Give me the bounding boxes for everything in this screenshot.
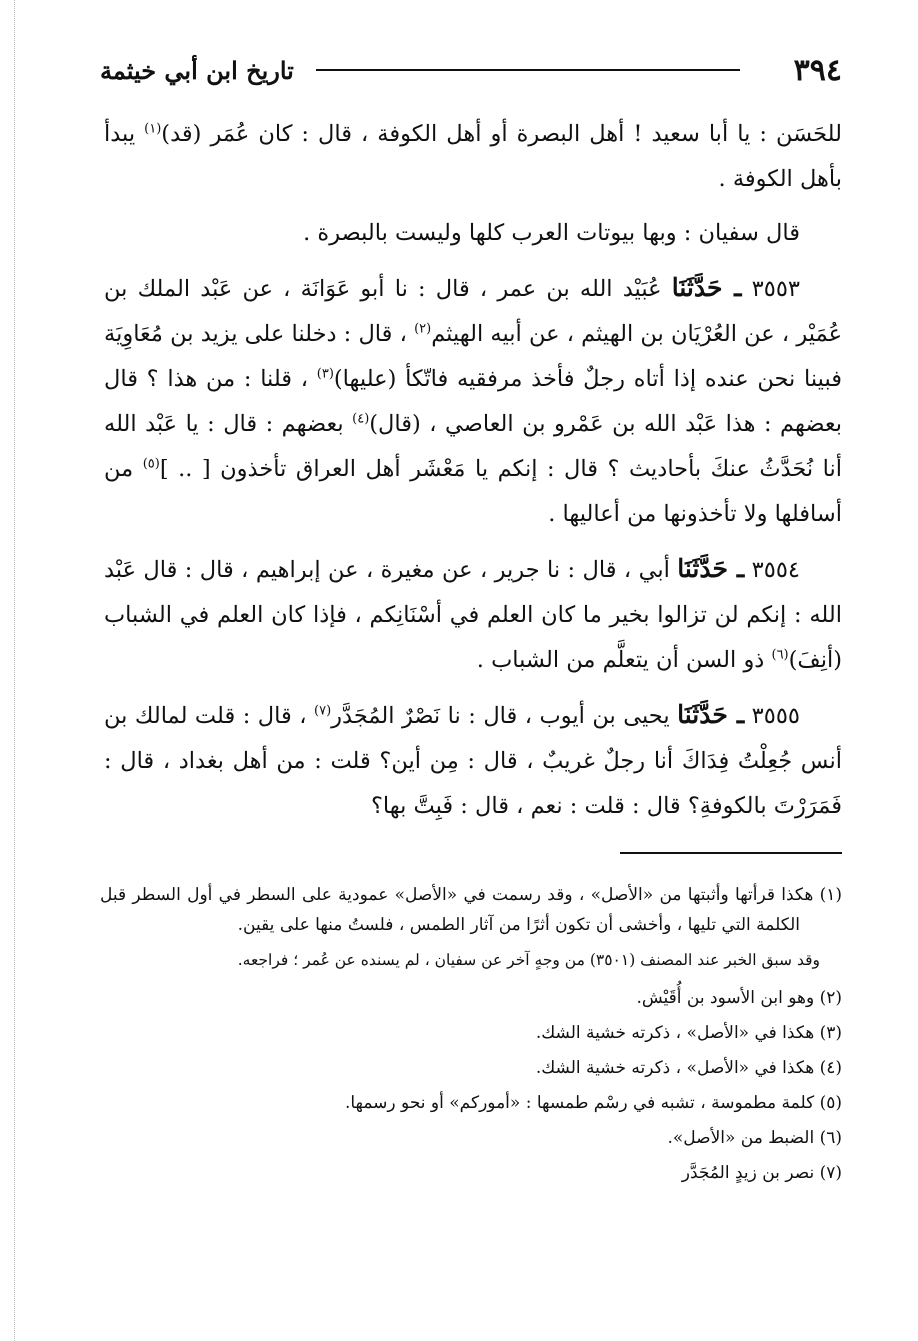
hadith-number: ٣٥٥٤ [751, 557, 801, 583]
text-run: بعضهم : قال : يا عَبْد الله أنا نُحَدَّثُ عنكَ بأحاديث ؟ قال : إنكم يا مَعْشَر أهل العراق تأخذون [ .. ] [104, 411, 842, 482]
text-run: ذو السن أن يتعلَّم من الشباب . [476, 647, 765, 673]
footnote-1: (١) هكذا قرأتها وأثبتها من «الأصل» ، وقد رسمت في «الأصل» عمودية على السطر في أول السطر قبل الكلمة التي تليها ، وأخشى أن تكون أثرًا من آثار الطمس ، فلستُ منها على يقين. [100, 885, 842, 935]
text-run: من أسافلها ولا تأخذونها من أعاليها . [104, 456, 842, 527]
footnote-4: (٤) هكذا في «الأصل» ، ذكرته خشية الشك. [535, 1058, 842, 1078]
footnote-ref-3: (٣) [316, 366, 334, 382]
hadith-3555 [104, 692, 842, 829]
footnote-ref-4: (٤) [352, 411, 370, 427]
main-text [104, 112, 842, 838]
page-header [100, 48, 842, 92]
footnote-2: (٢) وهو ابن الأسود بن أُقَيْش. [636, 988, 842, 1008]
footnote-5: (٥) كلمة مطموسة ، تشبه في رسْم طمسها : «أموركم» أو نحو رسمها. [344, 1093, 842, 1113]
text-run: ، قال : دخلنا على يزيد بن مُعَاوِيَة فبينا نحن عنده إذا أتاه رجلٌ فأخذ مرفقيه فاتّكأ (عليها) [104, 321, 842, 392]
footnote-ref-7: (٧) [314, 703, 332, 719]
text-run: يبدأ بأهل الكوفة . [104, 121, 842, 192]
header-rule [316, 69, 740, 71]
paragraph-sufyan: قال سفيان : وبها بيوتات العرب كلها وليست بالبصرة . [303, 220, 800, 246]
footnote-1-note: وقد سبق الخبر عند المصنف (٣٥٠١) من وجهٍ آخر عن سفيان ، لم يسنده عن عُمر ؛ فراجعه. [237, 951, 820, 969]
text-run: ، قلنا : من هذا ؟ قال بعضهم : هذا عَبْد الله بن عَمْرو بن العاصي ، (قال) [104, 366, 842, 437]
footnote-3: (٣) هكذا في «الأصل» ، ذكرته خشية الشك. [535, 1023, 842, 1043]
page-number: ٣٩٤ [793, 52, 842, 88]
haddathana-keyword: ـ حَدَّثَنَا [677, 554, 745, 583]
footnote-ref-1: (١) [144, 121, 162, 137]
footnote-separator [620, 852, 842, 854]
text-run: للحَسَن : يا أبا سعيد ! أهل البصرة أو أهل الكوفة ، قال : كان عُمَر (قد) [161, 121, 842, 147]
footnote-ref-2: (٢) [414, 321, 432, 337]
hadith-3553 [104, 265, 842, 537]
text-run: عُبَيْد الله بن عمر ، قال : نا أبو عَوَانَة ، عن عَبْد الملك بن عُمَيْر ، عن العُرْيَان بن الهيثم ، عن أبيه الهيثم [104, 276, 842, 347]
hadith-number: ٣٥٥٥ [751, 703, 800, 729]
footnote-6: (٦) الضبط من «الأصل». [667, 1128, 842, 1148]
paragraph-continuation [104, 112, 842, 202]
text-run: يحيى بن أيوب ، قال : نا نَصْرٌ المُجَدَّر [331, 703, 670, 729]
text-run: أبي ، قال : نا جرير ، عن مغيرة ، عن إبراهيم ، قال : قال عَبْد الله : إنكم لن تزالوا بخير ما كان العلم في أسْنَانِكم ، فإذا كان العلم في الشباب (أنِفَ) [104, 557, 842, 673]
running-title: تاريخ ابن أبي خيثمة [100, 55, 294, 85]
footnote-7: (٧) نصر بن زيدٍ المُجَدَّر [681, 1163, 842, 1183]
text-run: ، قال : قلت لمالك بن أنس جُعِلْتُ فِدَاكَ أنا رجلٌ غريبٌ ، قال : مِن أين؟ قلت : من أهل بغداد ، قال : فَمَرَرْتَ بالكوفةِ؟ قال : قلت : نعم ، قال : فَبِتَّ بها؟ [104, 703, 842, 819]
hadith-3554 [104, 546, 842, 683]
hadith-number: ٣٥٥٣ [751, 276, 801, 302]
footnotes [100, 880, 842, 1193]
haddathana-keyword: ـ حَدَّثَنَا [677, 700, 745, 729]
haddathana-keyword: ـ حَدَّثَنَا [671, 273, 742, 302]
footnote-ref-5: (٥) [142, 456, 160, 472]
footnote-ref-6: (٦) [771, 647, 789, 663]
scan-margin-dotted-line [14, 0, 16, 1341]
